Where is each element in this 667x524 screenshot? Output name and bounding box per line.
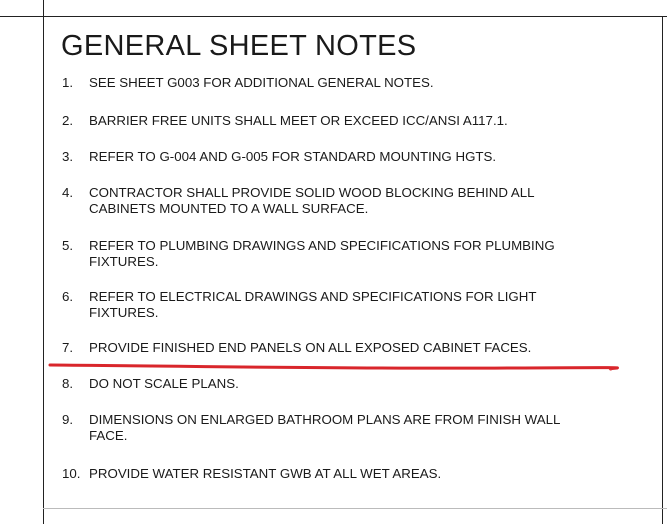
note-item-3: [62, 149, 656, 165]
note-number: 1.: [62, 75, 74, 90]
note-text: REFER TO G-004 AND G-005 FOR STANDARD MOUNTING HGTS.: [89, 149, 497, 164]
page-title: GENERAL SHEET NOTES: [61, 30, 417, 62]
note-text: CONTRACTOR SHALL PROVIDE SOLID WOOD BLOCKING BEHIND ALL CABINETS MOUNTED TO A WALL SURFACE.: [89, 185, 535, 216]
note-item-4: [62, 185, 656, 217]
sheet-border-right: [662, 16, 663, 524]
sheet-border-left: [43, 0, 44, 524]
note-text: DIMENSIONS ON ENLARGED BATHROOM PLANS ARE FROM FINISH WALL FACE.: [89, 412, 561, 443]
note-number: 3.: [62, 149, 74, 164]
note-item-2: [62, 113, 656, 129]
note-text: SEE SHEET G003 FOR ADDITIONAL GENERAL NOTES.: [89, 75, 434, 90]
sheet-border-top: [0, 16, 667, 17]
note-text: PROVIDE FINISHED END PANELS ON ALL EXPOSED CABINET FACES.: [89, 340, 532, 355]
note-text: PROVIDE WATER RESISTANT GWB AT ALL WET AREAS.: [89, 466, 442, 481]
note-number: 5.: [62, 238, 74, 253]
note-item-6: [62, 289, 656, 321]
note-number: 2.: [62, 113, 74, 128]
note-item-9: [62, 412, 656, 444]
note-item-5: [62, 238, 656, 270]
note-item-7: [62, 340, 656, 356]
sheet-border-bottom: [43, 508, 667, 509]
highlight-stroke: [50, 365, 617, 369]
note-item-10: [62, 466, 656, 482]
note-number: 8.: [62, 376, 74, 391]
note-number: 6.: [62, 289, 74, 304]
note-item-1: [62, 75, 656, 91]
note-text: DO NOT SCALE PLANS.: [89, 376, 239, 391]
note-number: 9.: [62, 412, 74, 427]
note-item-8: [62, 376, 656, 392]
note-number: 4.: [62, 185, 74, 200]
note-text: REFER TO ELECTRICAL DRAWINGS AND SPECIFICATIONS FOR LIGHT FIXTURES.: [89, 289, 537, 320]
note-number: 7.: [62, 340, 74, 355]
note-number: 10.: [62, 466, 81, 481]
red-highlight-underline: [48, 362, 614, 374]
note-text: REFER TO PLUMBING DRAWINGS AND SPECIFICATIONS FOR PLUMBING FIXTURES.: [89, 238, 555, 269]
note-text: BARRIER FREE UNITS SHALL MEET OR EXCEED ICC/ANSI A117.1.: [89, 113, 508, 128]
